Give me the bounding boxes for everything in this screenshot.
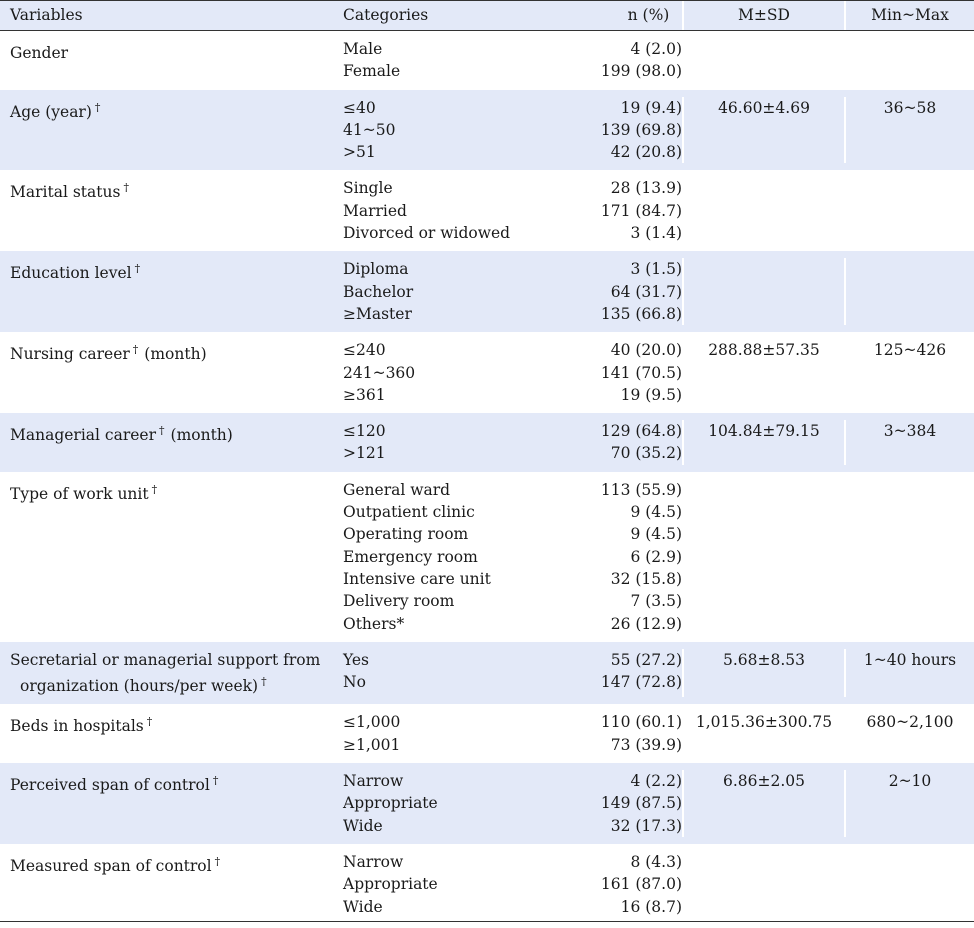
n-percent-value: 4 (2.2) — [630, 772, 682, 791]
n-percent-cell — [545, 258, 682, 325]
n-percent-value: 161 (87.0) — [600, 875, 682, 894]
n-percent-value: 135 (66.8) — [600, 304, 682, 323]
dagger-mark: † — [123, 181, 129, 195]
n-percent-value: 113 (55.9) — [600, 480, 682, 499]
mean-sd-value: 6.86±2.05 — [722, 772, 805, 791]
category-label: Male — [343, 40, 383, 58]
dagger-mark: † — [212, 774, 219, 788]
mean-sd-value: 1,015.36±300.75 — [695, 713, 833, 732]
variable-label: Type of work unit — [10, 484, 149, 503]
n-percent-value: 8 (4.3) — [630, 852, 682, 871]
n-percent-value: 4 (2.0) — [630, 40, 682, 58]
variable-label-continued: organization (hours/per week) — [20, 677, 259, 696]
header-n-percent: n (%) — [627, 6, 670, 24]
n-percent-value: 139 (69.8) — [600, 120, 682, 139]
n-percent-value: 73 (39.9) — [610, 735, 682, 754]
min-max-cell — [844, 38, 974, 83]
category-label: Wide — [343, 816, 383, 835]
n-percent-value: 28 (13.9) — [610, 179, 682, 198]
n-percent-value: 3 (1.5) — [630, 260, 682, 279]
variable-label: Nursing career — [10, 345, 130, 364]
n-percent-cell — [545, 770, 682, 837]
categories-cell — [339, 770, 545, 837]
category-label: Delivery room — [343, 592, 455, 611]
category-label: ≤120 — [343, 422, 386, 441]
variable-cell — [0, 770, 339, 837]
min-max-value: 36~58 — [883, 98, 937, 117]
n-percent-value: 70 (35.2) — [610, 444, 682, 463]
n-percent-value: 32 (17.3) — [610, 816, 682, 835]
n-percent-value: 110 (60.1) — [600, 713, 682, 732]
n-percent-value: 42 (20.8) — [610, 143, 682, 162]
n-percent-value: 16 (8.7) — [620, 897, 682, 916]
category-label: 241~360 — [343, 363, 416, 382]
category-label: ≤1,000 — [343, 713, 401, 732]
category-label: Appropriate — [343, 875, 438, 894]
mean-sd-cell — [682, 420, 844, 465]
variable-cell — [0, 711, 339, 756]
mean-sd-cell — [682, 649, 844, 698]
min-max-cell — [844, 420, 974, 465]
min-max-value: 2~10 — [888, 772, 932, 791]
min-max-cell — [844, 177, 974, 244]
dagger-mark: † — [151, 482, 158, 496]
variable-label: Secretarial or managerial support from — [10, 650, 321, 669]
variable-cell — [0, 420, 339, 465]
categories-cell — [339, 177, 545, 244]
categories-cell — [339, 339, 545, 406]
dagger-mark: † — [134, 262, 141, 276]
n-percent-value: 64 (31.7) — [610, 282, 682, 301]
table-row — [0, 763, 974, 844]
table-bottom-rule — [0, 921, 974, 922]
mean-sd-cell — [682, 339, 844, 406]
n-percent-value: 199 (98.0) — [600, 62, 682, 81]
category-label: Outpatient clinic — [343, 503, 475, 522]
mean-sd-cell — [682, 479, 844, 635]
category-label: >51 — [343, 143, 376, 162]
category-label: Appropriate — [343, 794, 438, 813]
min-max-cell — [844, 711, 974, 756]
min-max-cell — [844, 339, 974, 406]
dagger-mark: † — [94, 100, 101, 114]
min-max-cell — [844, 479, 974, 635]
category-label: Divorced or widowed — [343, 224, 511, 243]
mean-sd-cell — [682, 851, 844, 918]
category-label: ≤240 — [343, 341, 386, 360]
mean-sd-cell — [682, 38, 844, 83]
n-percent-cell — [545, 177, 682, 244]
variable-unit: (month) — [144, 345, 207, 364]
min-max-cell — [844, 258, 974, 325]
header-variables: Variables — [10, 6, 83, 24]
category-label: No — [343, 673, 366, 692]
variable-label: Managerial career — [10, 426, 157, 445]
n-percent-value: 149 (87.5) — [600, 794, 682, 813]
min-max-value: 125~426 — [873, 341, 947, 360]
n-percent-value: 6 (2.9) — [630, 547, 682, 566]
n-percent-value: 19 (9.4) — [620, 98, 682, 117]
n-percent-cell — [545, 339, 682, 406]
mean-sd-cell — [682, 258, 844, 325]
n-percent-value: 129 (64.8) — [600, 422, 682, 441]
min-max-cell — [844, 97, 974, 164]
category-label: Others* — [343, 614, 405, 633]
category-label: ≥361 — [343, 385, 386, 404]
dagger-mark: † — [132, 343, 139, 357]
mean-sd-value: 46.60±4.69 — [718, 98, 810, 117]
n-percent-value: 9 (4.5) — [630, 503, 682, 522]
category-label: Emergency room — [343, 547, 478, 566]
table-row — [0, 332, 974, 413]
variable-cell — [0, 97, 339, 164]
variable-label: Beds in hospitals — [10, 717, 144, 736]
table-row — [0, 31, 974, 90]
min-max-value: 1~40 hours — [863, 650, 957, 669]
n-percent-cell — [545, 97, 682, 164]
n-percent-value: 19 (9.5) — [620, 385, 682, 404]
variable-cell — [0, 38, 339, 83]
min-max-cell — [844, 649, 974, 698]
table-row — [0, 90, 974, 171]
n-percent-value: 7 (3.5) — [630, 592, 682, 611]
variable-cell — [0, 258, 339, 325]
n-percent-cell — [545, 649, 682, 698]
categories-cell — [339, 420, 545, 465]
variable-label: Age (year) — [10, 102, 92, 121]
min-max-value: 680~2,100 — [866, 713, 954, 732]
categories-cell — [339, 711, 545, 756]
category-label: Bachelor — [343, 282, 414, 301]
variable-unit: (month) — [170, 426, 233, 445]
n-percent-value: 171 (84.7) — [600, 201, 682, 220]
n-percent-value: 55 (27.2) — [610, 650, 682, 669]
n-percent-cell — [545, 711, 682, 756]
n-percent-value: 3 (1.4) — [630, 224, 682, 243]
category-label: Intensive care unit — [343, 569, 491, 588]
n-percent-cell — [545, 38, 682, 83]
category-label: Operating room — [343, 525, 469, 544]
variable-cell — [0, 851, 339, 918]
variable-cell — [0, 177, 339, 244]
n-percent-value: 147 (72.8) — [600, 673, 682, 692]
mean-sd-cell — [682, 770, 844, 837]
dagger-mark: † — [214, 854, 221, 868]
variable-cell — [0, 479, 339, 635]
table-row — [0, 642, 974, 705]
table-row — [0, 844, 974, 925]
min-max-value: 3~384 — [883, 422, 937, 441]
variable-label: Marital status — [10, 183, 121, 202]
table-row — [0, 251, 974, 332]
n-percent-value: 141 (70.5) — [600, 363, 682, 382]
mean-sd-value: 104.84±79.15 — [708, 422, 820, 441]
categories-cell — [339, 649, 545, 698]
n-percent-value: 32 (15.8) — [610, 569, 682, 588]
category-label: ≥Master — [343, 304, 412, 323]
category-label: Wide — [343, 897, 383, 916]
header-min-max: Min~Max — [844, 1, 974, 30]
category-label: ≤40 — [343, 98, 376, 117]
n-percent-value: 40 (20.0) — [610, 341, 682, 360]
category-label: Single — [343, 179, 393, 198]
header-mean-sd: M±SD — [682, 1, 844, 30]
category-label: >121 — [343, 444, 386, 463]
categories-cell — [339, 38, 545, 83]
category-label: Narrow — [343, 852, 404, 871]
variable-cell — [0, 339, 339, 406]
categories-cell — [339, 258, 545, 325]
category-label: Married — [343, 201, 407, 220]
table-row — [0, 704, 974, 763]
mean-sd-cell — [682, 177, 844, 244]
mean-sd-cell — [682, 711, 844, 756]
categories-cell — [339, 97, 545, 164]
n-percent-cell — [545, 420, 682, 465]
category-label: Narrow — [343, 772, 404, 791]
table-header — [0, 0, 974, 31]
variable-label: Perceived span of control — [10, 776, 210, 795]
variable-label: Measured span of control — [10, 856, 212, 875]
mean-sd-value: 5.68±8.53 — [722, 650, 805, 669]
table-body — [0, 31, 974, 925]
table-row — [0, 170, 974, 251]
n-percent-cell — [545, 479, 682, 635]
category-label: Female — [343, 62, 401, 81]
header-categories: Categories — [343, 6, 429, 24]
variable-label: Education level — [10, 264, 132, 283]
variable-cell — [0, 649, 339, 698]
min-max-cell — [844, 851, 974, 918]
n-percent-value: 9 (4.5) — [630, 525, 682, 544]
n-percent-cell — [545, 851, 682, 918]
variable-label: Gender — [10, 44, 69, 62]
category-label: Diploma — [343, 260, 409, 279]
table-row — [0, 472, 974, 642]
categories-cell — [339, 851, 545, 918]
category-label: Yes — [343, 650, 370, 669]
categories-cell — [339, 479, 545, 635]
category-label: 41~50 — [343, 120, 396, 139]
dagger-mark: † — [146, 715, 153, 729]
dagger-mark: † — [159, 424, 165, 438]
dagger-mark: † — [261, 675, 267, 689]
category-label: ≥1,001 — [343, 735, 401, 754]
mean-sd-value: 288.88±57.35 — [708, 341, 820, 360]
n-percent-value: 26 (12.9) — [610, 614, 682, 633]
mean-sd-cell — [682, 97, 844, 164]
min-max-cell — [844, 770, 974, 837]
category-label: General ward — [343, 480, 451, 499]
table-row — [0, 413, 974, 472]
